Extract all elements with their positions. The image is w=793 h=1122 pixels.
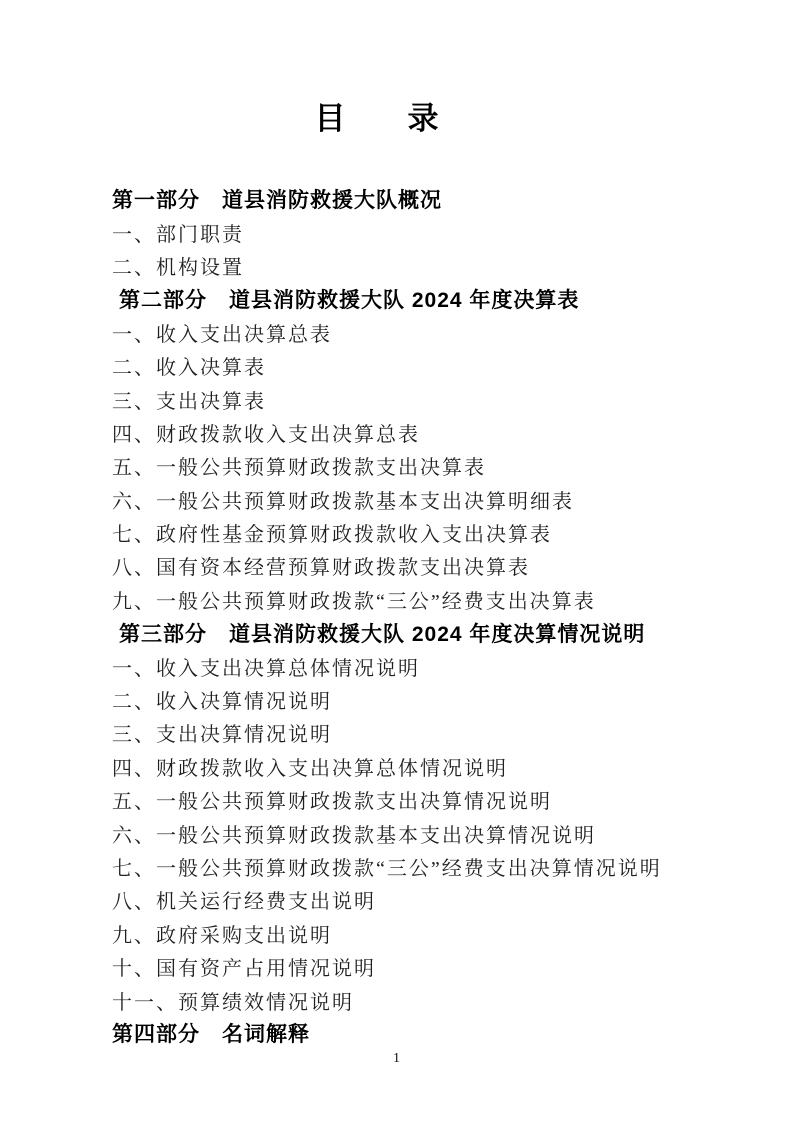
toc-entry: 九、一般公共预算财政拨款“三公”经费支出决算表 xyxy=(112,590,596,613)
toc-entry: 十、国有资产占用情况说明 xyxy=(112,958,376,981)
toc-entry: 七、政府性基金预算财政拨款收入支出决算表 xyxy=(112,524,552,547)
page-number: 1 xyxy=(393,1051,400,1066)
toc-section-heading: 第一部分 道县消防救援大队概况 xyxy=(112,188,442,212)
toc-entry: 一、收入支出决算总体情况说明 xyxy=(112,657,420,680)
toc-entry: 二、机构设置 xyxy=(112,256,244,279)
toc-entry: 六、一般公共预算财政拨款基本支出决算明细表 xyxy=(112,490,574,513)
toc-section-heading: 第四部分 名词解释 xyxy=(112,1023,310,1047)
toc-entry: 二、收入决算表 xyxy=(112,357,266,380)
toc-entry: 五、一般公共预算财政拨款支出决算表 xyxy=(112,457,486,480)
toc-list xyxy=(112,182,693,1050)
toc-entry: 四、财政拨款收入支出决算总体情况说明 xyxy=(112,757,508,780)
toc-entry: 三、支出决算情况说明 xyxy=(112,724,332,747)
page-title: 目 录 xyxy=(314,101,439,136)
toc-entry: 四、财政拨款收入支出决算总表 xyxy=(112,423,420,446)
toc-entry: 五、一般公共预算财政拨款支出决算情况说明 xyxy=(112,791,552,814)
toc-entry: 一、收入支出决算总表 xyxy=(112,323,332,346)
toc-entry: 二、收入决算情况说明 xyxy=(112,691,332,714)
toc-entry: 六、一般公共预算财政拨款基本支出决算情况说明 xyxy=(112,824,596,847)
toc-entry: 八、国有资本经营预算财政拨款支出决算表 xyxy=(112,557,530,580)
toc-entry: 三、支出决算表 xyxy=(112,390,266,413)
toc-entry: 一、部门职责 xyxy=(112,223,244,246)
toc-entry: 十一、预算绩效情况说明 xyxy=(112,991,354,1014)
toc-section-heading: 第二部分 道县消防救援大队 2024 年度决算表 xyxy=(119,288,580,312)
toc-entry: 七、一般公共预算财政拨款“三公”经费支出决算情况说明 xyxy=(112,858,662,880)
toc-entry: 八、机关运行经费支出说明 xyxy=(112,891,376,914)
toc-entry: 九、政府采购支出说明 xyxy=(112,924,332,947)
toc-section-heading: 第三部分 道县消防救援大队 2024 年度决算情况说明 xyxy=(119,622,646,646)
